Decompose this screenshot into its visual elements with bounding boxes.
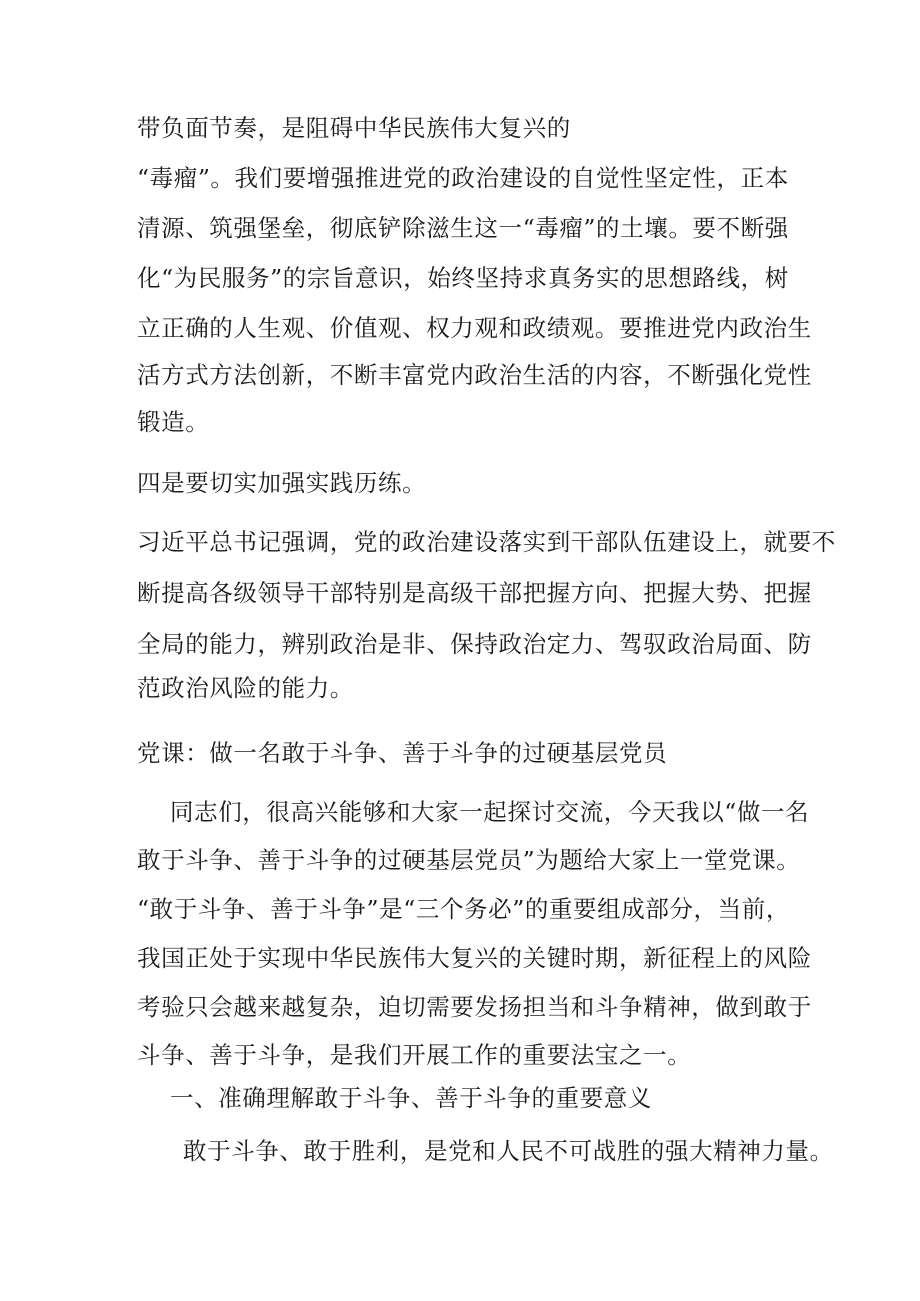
paragraph-line: “毒瘤”。我们要增强推进党的政治建设的自觉性坚定性，正本 — [137, 164, 789, 192]
paragraph-line: 同志们，很高兴能够和大家一起探讨交流，今天我以“做一名 — [170, 798, 810, 826]
paragraph-line: 我国正处于实现中华民族伟大复兴的关键时期，新征程上的风险 — [137, 944, 812, 972]
paragraph-line: 断提高各级领导干部特别是高级干部把握方向、把握大势、把握 — [137, 579, 812, 607]
paragraph-line: 锻造。 — [137, 408, 210, 436]
document-title: 党课：做一名敢于斗争、善于斗争的过硬基层党员 — [137, 739, 668, 767]
paragraph-line: 清源、筑强堡垒，彻底铲除滋生这一“毒瘤”的土壤。要不断强 — [137, 214, 789, 242]
paragraph-line: 习近平总书记强调，党的政治建设落实到干部队伍建设上，就要不 — [137, 528, 836, 556]
paragraph-line: 全局的能力，辨别政治是非、保持政治定力、驾驭政治局面、防 — [137, 630, 812, 658]
paragraph-line: 范政治风险的能力。 — [137, 674, 354, 702]
paragraph-line: “敢于斗争、善于斗争”是“三个务必”的重要组成部分，当前， — [137, 895, 790, 923]
paragraph-line: 考验只会越来越复杂，迫切需要发扬担当和斗争精神，做到敢于 — [137, 993, 812, 1021]
paragraph-line: 敢于斗争、善于斗争的过硬基层党员”为题给大家上一堂党课。 — [137, 846, 801, 874]
section-heading: 一、准确理解敢于斗争、善于斗争的重要意义 — [170, 1084, 652, 1112]
paragraph-line: 化“为民服务”的宗旨意识，始终坚持求真务实的思想路线，树 — [137, 264, 789, 292]
paragraph-line: 立正确的人生观、价值观、权力观和政绩观。要推进党内政治生 — [137, 314, 812, 342]
paragraph-line: 带负面节奏，是阻碍中华民族伟大复兴的 — [137, 114, 571, 142]
paragraph-line: 斗争、善于斗争，是我们开展工作的重要法宝之一。 — [137, 1041, 692, 1069]
section-heading: 四是要切实加强实践历练。 — [137, 469, 427, 497]
paragraph-line: 活方式方法创新，不断丰富党内政治生活的内容，不断强化党性 — [137, 361, 812, 389]
paragraph-line: 敢于斗争、敢于胜利，是党和人民不可战胜的强大精神力量。 — [183, 1137, 834, 1165]
